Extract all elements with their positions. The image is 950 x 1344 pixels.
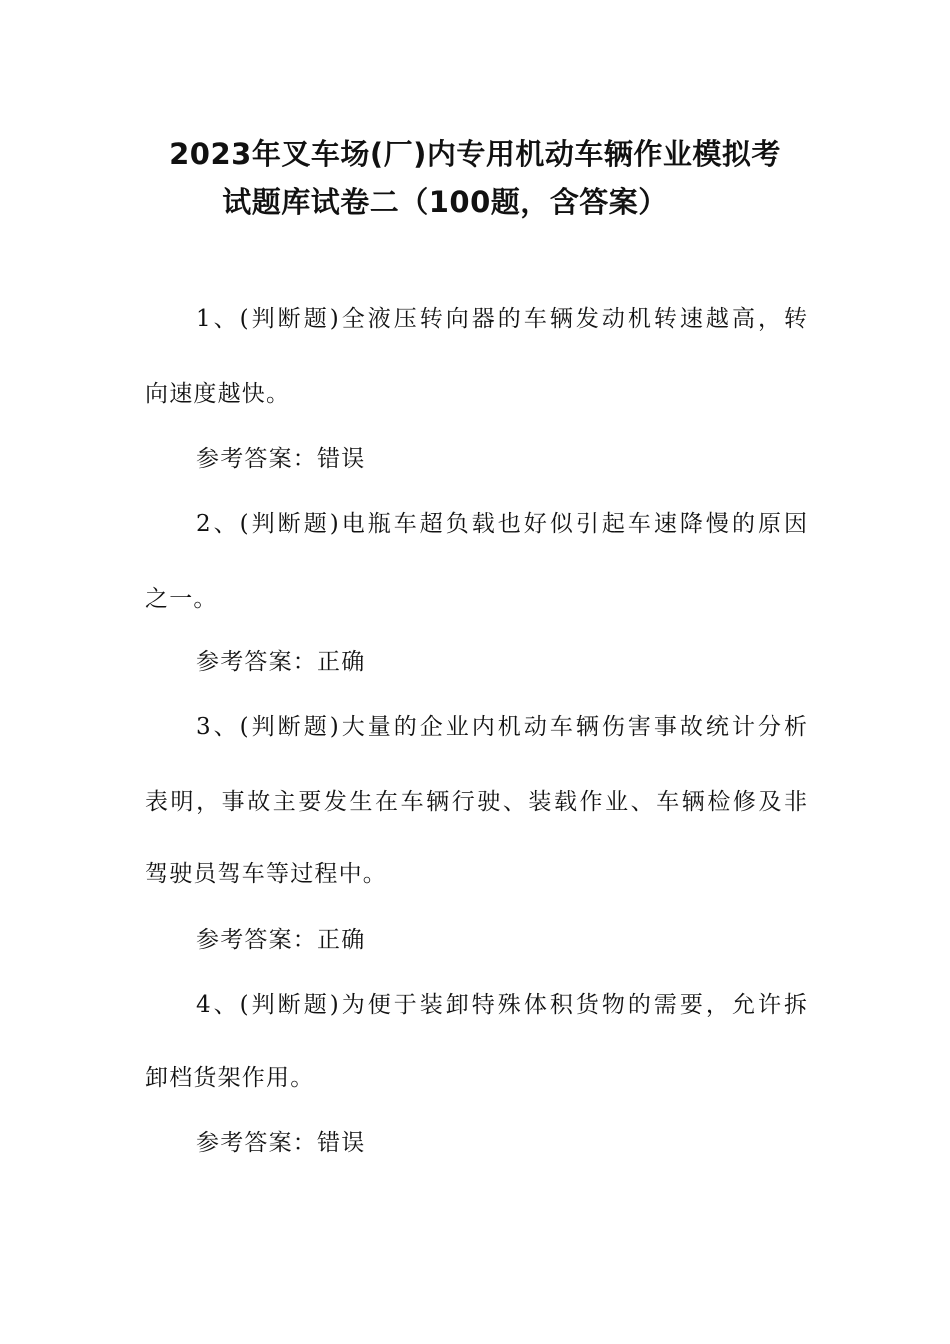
document-title-line-2: 试题库试卷二（100题，含答案）	[222, 185, 668, 219]
question-3-line-2: 表明，事故主要发生在车辆行驶、装载作业、车辆检修及非	[145, 789, 807, 815]
question-2-line-1: 2、(判断题)电瓶车超负载也好似引起车速降慢的原因	[196, 511, 807, 537]
question-4-answer: 参考答案：错误	[196, 1130, 366, 1156]
question-2-line-2: 之一。	[145, 586, 218, 612]
question-3-line-1: 3、(判断题)大量的企业内机动车辆伤害事故统计分析	[196, 714, 807, 740]
question-3-line-3: 驾驶员驾车等过程中。	[145, 861, 387, 887]
question-4-line-2: 卸档货架作用。	[145, 1065, 315, 1091]
question-4-line-1: 4、(判断题)为便于装卸特殊体积货物的需要，允许拆	[196, 992, 807, 1018]
question-1-line-2: 向速度越快。	[145, 381, 291, 407]
question-1-answer: 参考答案：错误	[196, 446, 366, 472]
question-2-answer: 参考答案：正确	[196, 649, 366, 675]
document-title-line-1: 2023年叉车场(厂)内专用机动车辆作业模拟考	[169, 137, 781, 171]
question-1-line-1: 1、(判断题)全液压转向器的车辆发动机转速越高，转	[196, 306, 807, 332]
question-3-answer: 参考答案：正确	[196, 927, 366, 953]
